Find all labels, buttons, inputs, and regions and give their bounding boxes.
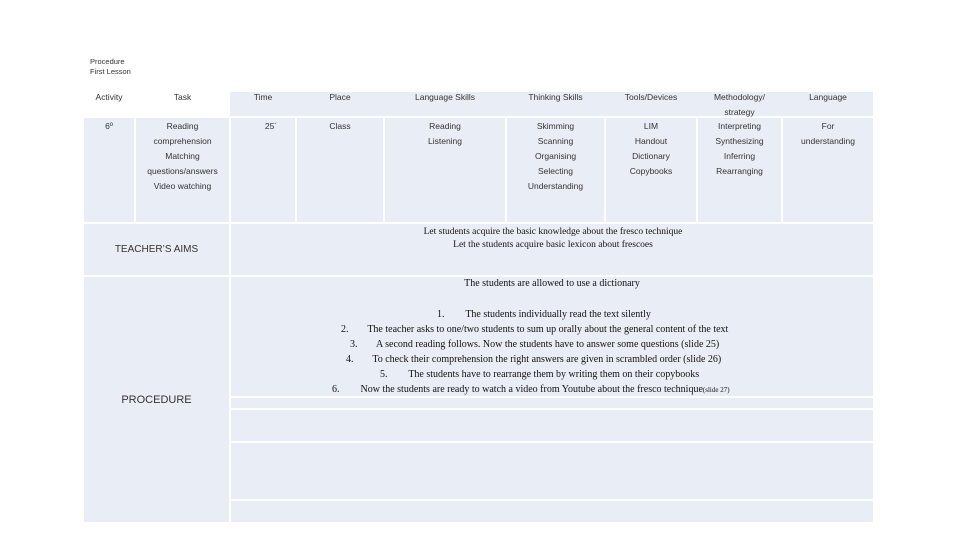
row-activity: 6º xyxy=(105,121,113,131)
row-language-skills xyxy=(385,119,505,149)
row-tools xyxy=(606,119,696,179)
language-skill-item: Reading xyxy=(429,121,461,131)
row-thinking-skills xyxy=(507,119,604,194)
task-item: Matching xyxy=(165,151,200,161)
col-header-language: Language xyxy=(809,92,847,102)
col-header-place: Place xyxy=(329,92,351,102)
step-number: 1. xyxy=(437,309,445,320)
thinking-skill-item: Organising xyxy=(534,151,577,161)
task-item: Video watching xyxy=(153,181,212,191)
step-number: 4. xyxy=(346,354,354,365)
cell-procedure-row-3 xyxy=(231,410,873,441)
task-item: comprehension xyxy=(153,136,212,146)
header-title: Procedure xyxy=(90,57,125,66)
col-header-methodology xyxy=(698,90,781,120)
thinking-skill-item: Selecting xyxy=(538,166,573,176)
col-header-tools: Tools/Devices xyxy=(624,92,678,102)
language-skill-item: Listening xyxy=(427,136,463,146)
tool-item: Dictionary xyxy=(632,151,670,161)
thinking-skill-item: Understanding xyxy=(527,181,584,191)
row-task xyxy=(136,119,229,194)
tool-item: Handout xyxy=(634,136,668,146)
aims-content xyxy=(232,226,874,252)
step-number: 6. xyxy=(332,384,340,395)
cell-procedure-row-2 xyxy=(231,398,873,408)
step-text: The teacher asks to one/two students to sum up orally about the general content of the text xyxy=(367,324,729,335)
step-note: (slide 27) xyxy=(702,386,730,394)
methodology-item: Rearranging xyxy=(716,166,763,176)
procedure-step-5 xyxy=(380,369,699,380)
aims-line: Let the students acquire basic lexicon about frescoes xyxy=(453,240,653,250)
col-header-thinking-skills: Thinking Skills xyxy=(528,92,583,102)
row-language xyxy=(783,119,873,149)
methodology-item: Synthesizing xyxy=(715,136,764,146)
procedure-intro: The students are allowed to use a dictionary xyxy=(464,278,640,289)
step-number: 5. xyxy=(380,369,388,380)
procedure-step-1 xyxy=(437,309,651,320)
step-number: 2. xyxy=(341,324,349,335)
procedure-step-2 xyxy=(341,324,728,335)
row-time: 25´ xyxy=(264,121,278,131)
cell-procedure-row-5 xyxy=(231,501,873,522)
procedure-step-3 xyxy=(350,339,719,350)
thinking-skill-item: Scanning xyxy=(537,136,574,146)
step-text: The students have to rearrange them by writing them on their copybooks xyxy=(408,369,700,380)
task-item: questions/answers xyxy=(147,166,218,176)
step-text: The students individually read the text silently xyxy=(465,309,651,320)
tool-item: Copybooks xyxy=(629,166,673,176)
aims-label: TEACHER’S AIMS xyxy=(114,244,199,255)
task-item: Reading xyxy=(166,121,199,131)
col-header-methodology-line2: strategy xyxy=(724,107,755,117)
tool-item: LIM xyxy=(643,121,659,131)
col-header-task: Task xyxy=(173,92,192,102)
col-header-activity: Activity xyxy=(95,92,123,102)
step-text: Now the students are ready to watch a video from Youtube about the fresco technique xyxy=(360,384,703,395)
col-header-language-skills: Language Skills xyxy=(414,92,475,102)
row-place: Class xyxy=(329,121,351,131)
col-header-time: Time xyxy=(253,92,273,102)
thinking-skill-item: Skimming xyxy=(536,121,575,131)
step-text: To check their comprehension the right answers are given in scrambled order (slide 26) xyxy=(372,354,722,365)
procedure-step-4 xyxy=(346,354,721,365)
procedure-step-6 xyxy=(332,384,730,395)
language-item: For xyxy=(821,121,835,131)
row-methodology xyxy=(698,119,781,179)
step-text: A second reading follows. Now the students have to answer some questions (slide 25) xyxy=(375,339,720,350)
aims-line: Let students acquire the basic knowledge about the fresco technique xyxy=(423,227,683,237)
methodology-item: Inferring xyxy=(723,151,756,161)
methodology-item: Interpreting xyxy=(718,121,761,131)
procedure-label: PROCEDURE xyxy=(121,394,192,406)
header-subtitle: First Lesson xyxy=(90,67,131,76)
col-header-methodology-line1: Methodology/ xyxy=(713,92,766,102)
language-item: understanding xyxy=(801,136,855,146)
document-header xyxy=(90,57,131,77)
step-number: 3. xyxy=(350,339,358,350)
cell-procedure-row-4 xyxy=(231,443,873,499)
